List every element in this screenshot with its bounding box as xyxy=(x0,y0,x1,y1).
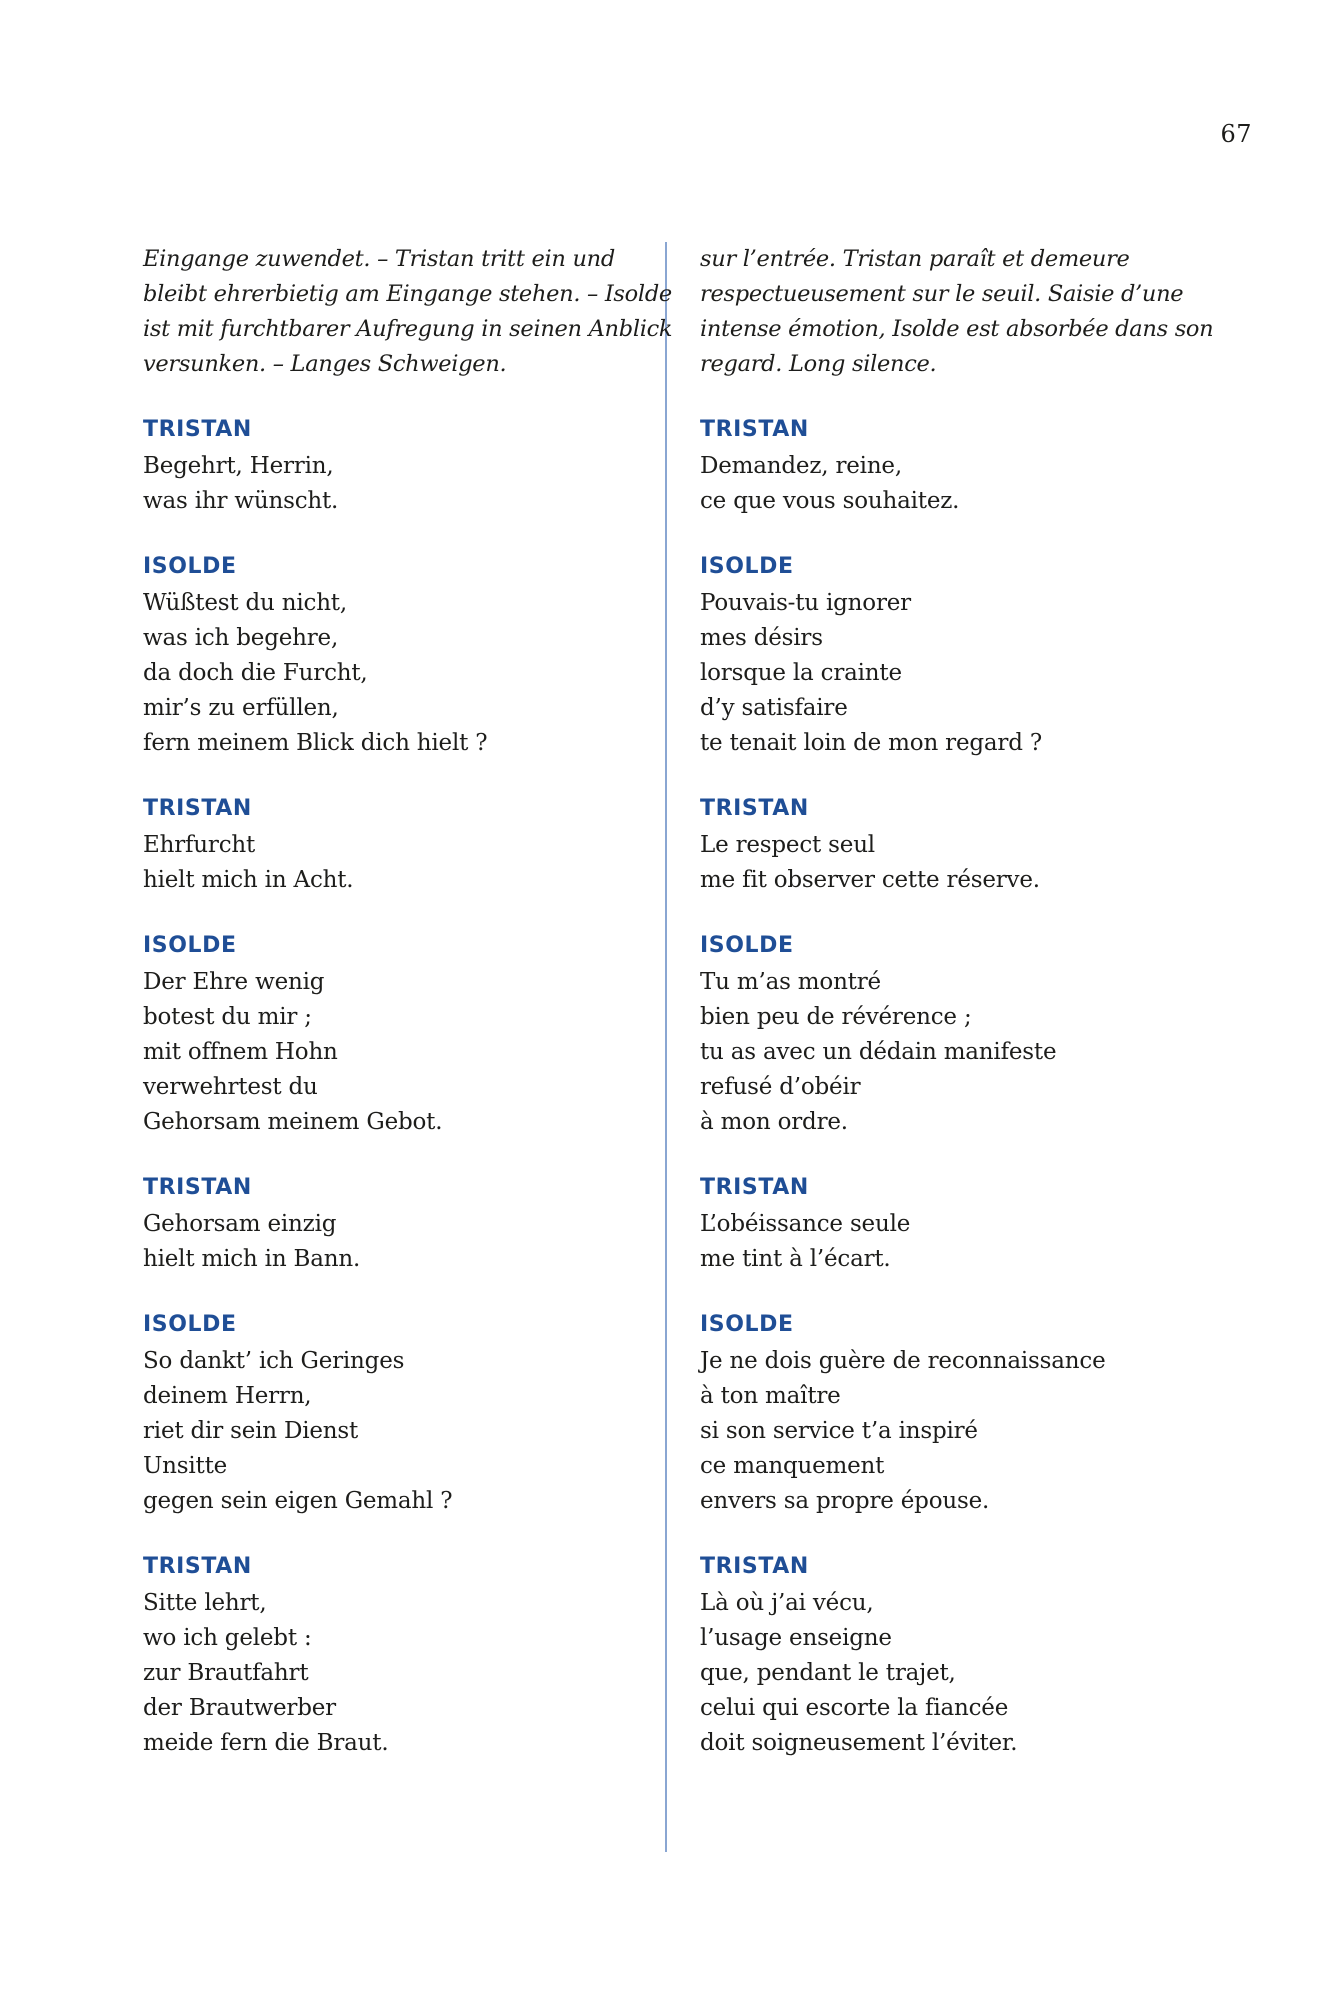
verse-line: celui qui escorte la fiancée xyxy=(700,1695,1009,1721)
dialogue-block xyxy=(143,550,683,761)
verse-line: lorsque la crainte xyxy=(700,660,902,686)
dialogue-block xyxy=(700,1171,1260,1277)
stage-direction-line: versunken. – Langes Schweigen. xyxy=(143,351,507,377)
verse-line: Begehrt, Herrin, xyxy=(143,453,334,479)
verse-line: fern meinem Blick dich hielt ? xyxy=(143,730,488,756)
stage-direction-line: ist mit furchtbarer Aufregung in seinen Anblick xyxy=(143,316,673,342)
verse-line: Wüßtest du nicht, xyxy=(143,590,347,616)
speaker-name: ISOLDE xyxy=(143,933,237,958)
stage-direction-german xyxy=(143,242,683,382)
verse-line: So dankt’ ich Geringes xyxy=(143,1348,405,1374)
stage-direction-french xyxy=(700,242,1260,382)
dialogue-french xyxy=(700,413,1260,1761)
german-column xyxy=(143,242,683,1792)
verse-line: à mon ordre. xyxy=(700,1109,848,1135)
dialogue-block xyxy=(700,550,1260,761)
stage-direction-line: regard. Long silence. xyxy=(700,351,937,377)
verse-line: der Brautwerber xyxy=(143,1695,336,1721)
stage-direction-line: Eingange zuwendet. – Tristan tritt ein und xyxy=(143,246,615,272)
verse-line: deinem Herrn, xyxy=(143,1383,312,1409)
verse-line: l’usage enseigne xyxy=(700,1625,892,1651)
speaker-name: TRISTAN xyxy=(143,1554,252,1579)
speaker-name: ISOLDE xyxy=(143,1312,237,1337)
dialogue-block xyxy=(700,1308,1260,1519)
verse-line: Tu m’as montré xyxy=(700,969,881,995)
verse-line: ce que vous souhaitez. xyxy=(700,488,960,514)
verse-line: zur Brautfahrt xyxy=(143,1660,309,1686)
verse-line: Je ne dois guère de reconnaissance xyxy=(700,1348,1106,1374)
verse-line: Gehorsam meinem Gebot. xyxy=(143,1109,443,1135)
verse-line: wo ich gelebt : xyxy=(143,1625,312,1651)
verse-line: tu as avec un dédain manifeste xyxy=(700,1039,1057,1065)
dialogue-block xyxy=(143,1550,683,1761)
dialogue-block xyxy=(143,413,683,519)
stage-direction-line: intense émotion, Isolde est absorbée dans son xyxy=(700,316,1214,342)
verse-line: Demandez, reine, xyxy=(700,453,902,479)
stage-direction-line: bleibt ehrerbietig am Eingange stehen. – Isolde xyxy=(143,281,672,307)
verse-line: Unsitte xyxy=(143,1453,228,1479)
verse-line: me tint à l’écart. xyxy=(700,1246,891,1272)
verse-line: que, pendant le trajet, xyxy=(700,1660,956,1686)
verse-line: mes désirs xyxy=(700,625,823,651)
verse-line: envers sa propre épouse. xyxy=(700,1488,990,1514)
dialogue-block xyxy=(143,929,683,1140)
verse-line: mit offnem Hohn xyxy=(143,1039,338,1065)
dialogue-block xyxy=(700,792,1260,898)
dialogue-block xyxy=(143,1171,683,1277)
speaker-name: TRISTAN xyxy=(143,796,252,821)
dialogue-block xyxy=(700,929,1260,1140)
dialogue-block xyxy=(700,413,1260,519)
verse-line: L’obéissance seule xyxy=(700,1211,911,1237)
verse-line: gegen sein eigen Gemahl ? xyxy=(143,1488,453,1514)
verse-line: refusé d’obéir xyxy=(700,1074,861,1100)
verse-line: me fit observer cette réserve. xyxy=(700,867,1040,893)
verse-line: Là où j’ai vécu, xyxy=(700,1590,874,1616)
verse-line: Gehorsam einzig xyxy=(143,1211,337,1237)
speaker-name: TRISTAN xyxy=(700,796,809,821)
verse-line: te tenait loin de mon regard ? xyxy=(700,730,1042,756)
verse-line: ce manquement xyxy=(700,1453,885,1479)
verse-line: d’y satisfaire xyxy=(700,695,848,721)
dialogue-block xyxy=(143,792,683,898)
speaker-name: TRISTAN xyxy=(143,417,252,442)
verse-line: da doch die Furcht, xyxy=(143,660,368,686)
verse-line: meide fern die Braut. xyxy=(143,1730,389,1756)
verse-line: Der Ehre wenig xyxy=(143,969,325,995)
stage-direction-line: respectueusement sur le seuil. Saisie d’une xyxy=(700,281,1184,307)
speaker-name: ISOLDE xyxy=(700,1312,794,1337)
verse-line: doit soigneusement l’éviter. xyxy=(700,1730,1018,1756)
verse-line: riet dir sein Dienst xyxy=(143,1418,359,1444)
verse-line: Ehrfurcht xyxy=(143,832,256,858)
page-number: 67 xyxy=(1220,120,1252,148)
dialogue-german xyxy=(143,413,683,1761)
verse-line: mir’s zu erfüllen, xyxy=(143,695,339,721)
speaker-name: ISOLDE xyxy=(700,933,794,958)
verse-line: was ihr wünscht. xyxy=(143,488,339,514)
french-column xyxy=(700,242,1260,1792)
verse-line: si son service t’a inspiré xyxy=(700,1418,978,1444)
verse-line: Pouvais-tu ignorer xyxy=(700,590,911,616)
dialogue-block xyxy=(700,1550,1260,1761)
speaker-name: TRISTAN xyxy=(700,1554,809,1579)
speaker-name: ISOLDE xyxy=(700,554,794,579)
speaker-name: ISOLDE xyxy=(143,554,237,579)
verse-line: hielt mich in Acht. xyxy=(143,867,354,893)
verse-line: Sitte lehrt, xyxy=(143,1590,267,1616)
stage-direction-line: sur l’entrée. Tristan paraît et demeure xyxy=(700,246,1130,272)
speaker-name: TRISTAN xyxy=(700,1175,809,1200)
verse-line: à ton maître xyxy=(700,1383,841,1409)
speaker-name: TRISTAN xyxy=(143,1175,252,1200)
verse-line: Le respect seul xyxy=(700,832,875,858)
dialogue-block xyxy=(143,1308,683,1519)
verse-line: was ich begehre, xyxy=(143,625,339,651)
verse-line: bien peu de révérence ; xyxy=(700,1004,972,1030)
verse-line: hielt mich in Bann. xyxy=(143,1246,361,1272)
speaker-name: TRISTAN xyxy=(700,417,809,442)
verse-line: verwehrtest du xyxy=(143,1074,318,1100)
verse-line: botest du mir ; xyxy=(143,1004,312,1030)
